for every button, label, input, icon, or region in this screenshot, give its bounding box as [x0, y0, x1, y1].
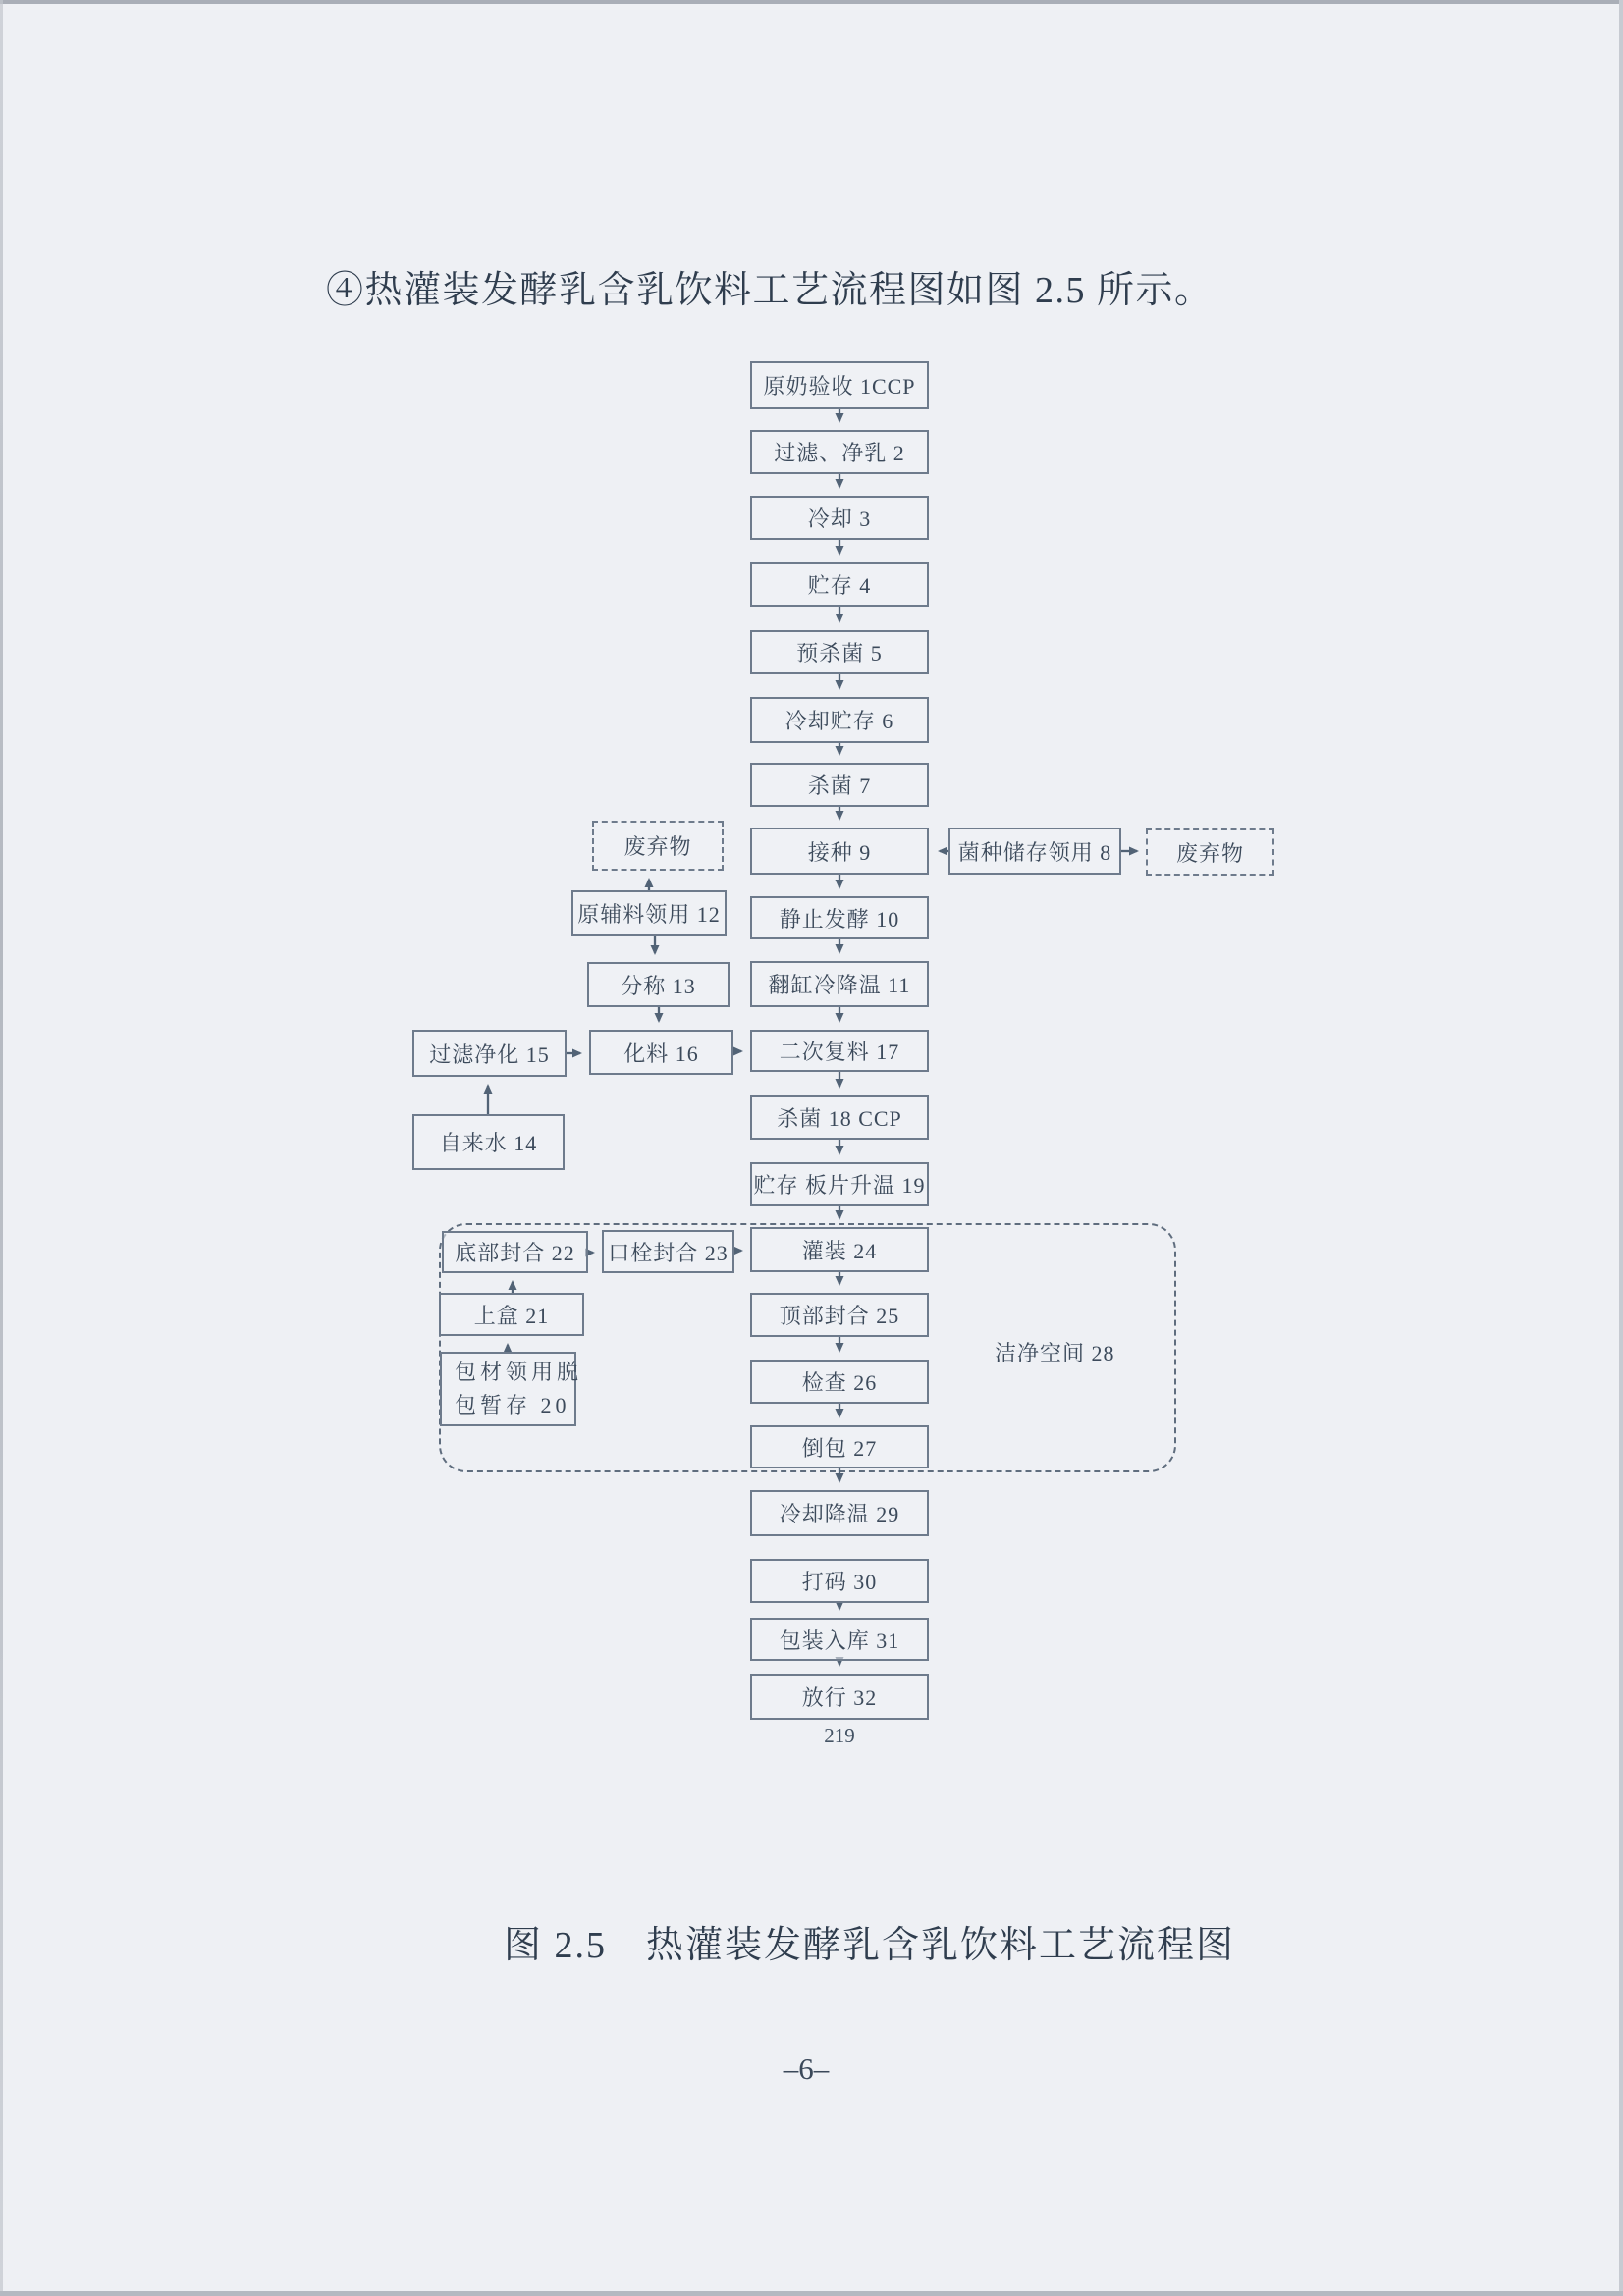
scan-edge-bottom	[0, 2291, 1623, 2296]
flow-box-10-static-fermentation: 静止发酵 10	[750, 896, 929, 939]
flow-box-8-culture-storage: 菌种储存领用 8	[948, 828, 1121, 875]
flow-box-20-line1: 包材领用脱	[455, 1360, 583, 1384]
flow-box-24-filling: 灌装 24	[750, 1227, 929, 1272]
flow-box-29-cool-down: 冷却降温 29	[750, 1490, 929, 1536]
flow-box-3-cooling: 冷却 3	[750, 496, 929, 540]
flow-box-12-raw-aux-materials: 原辅料领用 12	[571, 890, 727, 936]
flow-box-5-pre-sterilize: 预杀菌 5	[750, 630, 929, 674]
flow-box-11-tank-cool-down: 翻缸冷降温 11	[750, 961, 929, 1007]
flow-box-2-filter-clarify: 过滤、净乳 2	[750, 430, 929, 474]
waste-box-left: 废弃物	[592, 821, 724, 871]
flow-box-15-filter-purify: 过滤净化 15	[412, 1030, 567, 1077]
flow-box-23-spout-sealing: 口栓封合 23	[602, 1230, 734, 1273]
flow-box-16-dissolving: 化料 16	[589, 1030, 733, 1075]
section-heading: ④热灌装发酵乳含乳饮料工艺流程图如图 2.5 所示。	[326, 270, 1214, 311]
flow-box-20-packaging-material	[440, 1352, 583, 1426]
flow-box-6-cool-storage: 冷却贮存 6	[750, 697, 929, 743]
waste-box-right: 废弃物	[1146, 828, 1274, 876]
flow-box-32-release: 放行 32	[750, 1674, 929, 1720]
flow-box-4-storage: 贮存 4	[750, 562, 929, 607]
flow-box-17-secondary-mixing: 二次复料 17	[750, 1030, 929, 1072]
flow-box-30-coding: 打码 30	[750, 1559, 929, 1603]
clean-space-label: 洁净空间 28	[995, 1341, 1115, 1365]
flow-box-21-carton-loading: 上盒 21	[439, 1293, 584, 1336]
flow-box-22-bottom-sealing: 底部封合 22	[442, 1231, 588, 1273]
flow-box-26-inspection: 检查 26	[750, 1360, 929, 1404]
flow-box-7-sterilize: 杀菌 7	[750, 763, 929, 807]
flow-box-20-line2: 包暂存 20	[455, 1393, 570, 1417]
flow-box-19-storage-plate-heating: 贮存 板片升温 19	[750, 1162, 929, 1206]
figure-inner-number: 219	[824, 1724, 855, 1747]
flow-box-25-top-sealing: 顶部封合 25	[750, 1293, 929, 1337]
flow-box-14-tap-water: 自来水 14	[412, 1114, 565, 1170]
flow-box-27-repack: 倒包 27	[750, 1425, 929, 1468]
flow-box-31-pack-warehouse: 包装入库 31	[750, 1618, 929, 1661]
scan-edge-left	[0, 0, 3, 2296]
page-number: –6–	[783, 2052, 830, 2086]
scan-edge-top	[0, 0, 1623, 4]
scan-edge-right	[1619, 0, 1623, 2296]
flow-box-1-raw-milk-acceptance: 原奶验收 1CCP	[750, 361, 929, 409]
figure-caption: 图 2.5 热灌装发酵乳含乳饮料工艺流程图	[504, 1925, 1236, 1966]
flow-box-9-inoculation: 接种 9	[750, 828, 929, 875]
flow-box-13-weighing: 分称 13	[587, 962, 730, 1007]
flow-box-18-sterilize-ccp: 杀菌 18 CCP	[750, 1095, 929, 1140]
